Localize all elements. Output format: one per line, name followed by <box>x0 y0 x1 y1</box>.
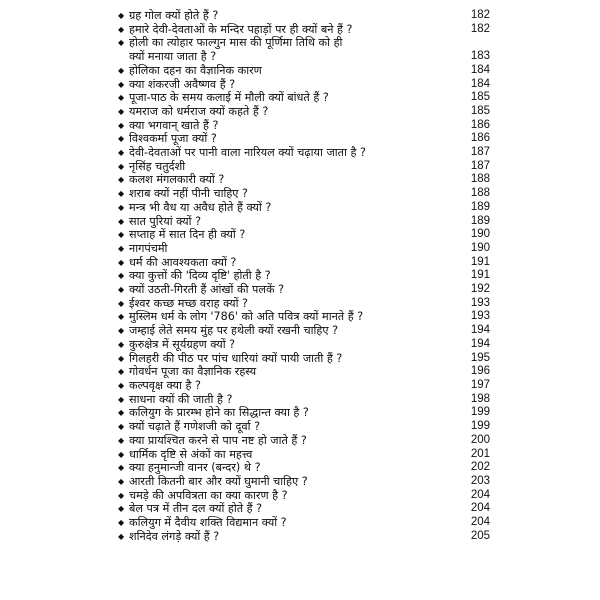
toc-entry <box>118 146 490 160</box>
toc-entry-page-number: 182 <box>470 22 490 35</box>
diamond-bullet-icon: ◆ <box>118 476 125 486</box>
diamond-bullet-icon: ◆ <box>118 175 125 185</box>
diamond-bullet-icon: ◆ <box>118 24 125 34</box>
toc-entry-title: कलियुग में दैवीय शक्ति विद्यमान क्यों ? <box>129 516 287 530</box>
diamond-bullet-icon: ◆ <box>118 106 125 116</box>
toc-entry-page-number: 202 <box>470 461 490 474</box>
toc-entry <box>118 502 490 516</box>
toc-entry-page-number: 182 <box>470 9 490 21</box>
toc-entry <box>118 461 490 475</box>
diamond-bullet-icon: ◆ <box>118 271 125 281</box>
toc-entry <box>118 338 490 352</box>
diamond-bullet-icon: ◆ <box>118 380 125 390</box>
diamond-bullet-icon: ◆ <box>118 298 125 308</box>
toc-entry-page-number: 199 <box>470 406 490 419</box>
toc-entry-title: यमराज को धर्मराज क्यों कहते हैं ? <box>129 104 269 118</box>
toc-entry <box>118 434 490 448</box>
toc-entry-page-number: 200 <box>470 433 490 446</box>
toc-entry-title: होलिका दहन का वैज्ञानिक कारण <box>129 63 262 77</box>
toc-entry-title: ईश्वर कच्छ मच्छ वराह क्यों ? <box>129 296 248 310</box>
toc-entry <box>118 201 490 215</box>
toc-entry-page-number: 193 <box>470 296 490 309</box>
toc-entry <box>118 420 490 434</box>
toc-entry-page-number: 192 <box>470 283 490 296</box>
toc-entry-page-number: 186 <box>470 118 490 131</box>
toc-entry-page-number: 187 <box>470 159 490 172</box>
toc-entry-page-number: 194 <box>470 324 490 337</box>
toc-entry-title: क्यों उठती-गिरती हैं आंखों की पलकें ? <box>129 283 285 297</box>
diamond-bullet-icon: ◆ <box>118 11 125 20</box>
toc-entry <box>118 448 490 462</box>
toc-entry-page-number: 191 <box>470 269 490 282</box>
toc-entry-page-number: 197 <box>470 378 490 391</box>
toc-entry <box>118 475 490 489</box>
toc-entry-page-number: 196 <box>470 365 490 378</box>
toc-entry-title: मुस्लिम धर्म के लोग '786' को अति पवित्र क्यों मानते हैं ? <box>129 310 364 324</box>
toc-entry-title: मन्त्र भी वैध या अवैध होते हैं क्यों ? <box>129 200 272 214</box>
toc-entry-title: क्यों चढ़ाते हैं गणेशजी को दूर्वा ? <box>129 420 261 434</box>
diamond-bullet-icon: ◆ <box>118 93 125 103</box>
diamond-bullet-icon: ◆ <box>118 408 125 418</box>
toc-entry <box>118 406 490 420</box>
diamond-bullet-icon: ◆ <box>118 422 125 432</box>
toc-entry-page-number: 193 <box>470 310 490 323</box>
diamond-bullet-icon: ◆ <box>118 339 125 349</box>
toc-entry-title: शराब क्यों नहीं पीनी चाहिए ? <box>129 187 248 201</box>
toc-entry <box>118 324 490 338</box>
toc-entry-page-number: 204 <box>470 502 490 515</box>
toc-entry <box>118 119 490 133</box>
toc-entry-page-number: 198 <box>470 392 490 405</box>
toc-entry-title: विश्वकर्मा पूजा क्यों ? <box>129 132 217 146</box>
diamond-bullet-icon: ◆ <box>118 435 125 445</box>
toc-entry-title: गोवर्धन पूजा का वैज्ञानिक रहस्य <box>129 365 257 379</box>
toc-entry-title: शनिदेव लंगड़े क्यों हैं ? <box>129 529 220 543</box>
toc-entry <box>118 310 490 324</box>
diamond-bullet-icon: ◆ <box>118 504 125 514</box>
toc-entry-title: क्या हनुमान्जी वानर (बन्दर) थे ? <box>129 461 261 475</box>
toc-entry-page-number: 188 <box>470 187 490 200</box>
diamond-bullet-icon: ◆ <box>118 65 125 75</box>
toc-entry-page-number: 190 <box>470 228 490 241</box>
diamond-bullet-icon: ◆ <box>118 449 125 459</box>
toc-entry <box>118 105 490 119</box>
diamond-bullet-icon: ◆ <box>118 161 125 171</box>
toc-entry <box>118 283 490 297</box>
toc-entry <box>118 173 490 187</box>
toc-entry <box>118 530 490 544</box>
toc-entry-page-number: 189 <box>470 200 490 213</box>
toc-entry <box>118 256 490 270</box>
diamond-bullet-icon: ◆ <box>118 285 125 295</box>
toc-entry-title: कलियुग के प्रारम्भ होने का सिद्धान्त क्या है ? <box>129 406 309 420</box>
toc-entry-page-number: 191 <box>470 255 490 268</box>
toc-entry <box>118 36 490 63</box>
toc-entry <box>118 352 490 366</box>
toc-entry-title: नृसिंह चतुर्दशी <box>129 159 186 173</box>
toc-entry <box>118 379 490 393</box>
diamond-bullet-icon: ◆ <box>118 148 125 158</box>
toc-entry-title: देवी-देवताओं पर पानी वाला नारियल क्यों चढ़ाया जाता है ? <box>129 146 366 160</box>
toc-entry-page-number: 187 <box>470 146 490 159</box>
toc-entry-title: बेल पत्र में तीन दल क्यों होते हैं ? <box>129 502 263 516</box>
toc-entry-title: क्या शंकरजी अवैष्णव हैं ? <box>129 77 236 91</box>
diamond-bullet-icon: ◆ <box>118 202 125 212</box>
diamond-bullet-icon: ◆ <box>118 38 125 48</box>
toc-entry-page-number: 195 <box>470 351 490 364</box>
toc-entry-page-number: 184 <box>470 63 490 76</box>
diamond-bullet-icon: ◆ <box>118 463 125 473</box>
toc-entry-page-number: 189 <box>470 214 490 227</box>
toc-entry-title: क्या कुत्तों की 'दिव्य दृष्टि' होती है ? <box>129 269 271 283</box>
toc-entry-title: गिलहरी की पीठ पर पांच धारियां क्यों पायी जाती हैं ? <box>129 351 343 365</box>
diamond-bullet-icon: ◆ <box>118 189 125 199</box>
toc-entry-title: क्या प्रायश्चित करने से पाप नष्ट हो जाते हैं ? <box>129 433 307 447</box>
toc-entry-title: पूजा-पाठ के समय कलाई में मौली क्यों बांधते हैं ? <box>129 91 329 105</box>
toc-entry-page-number: 205 <box>470 529 490 542</box>
toc-entry <box>118 365 490 379</box>
toc-entry-page-number: 184 <box>470 77 490 90</box>
diamond-bullet-icon: ◆ <box>118 531 125 541</box>
toc-entry-page-number: 194 <box>470 337 490 350</box>
toc-entry-page-number: 201 <box>470 447 490 460</box>
table-of-contents <box>118 9 490 543</box>
toc-entry <box>118 393 490 407</box>
toc-entry-title: कुरुक्षेत्र में सूर्यग्रहण क्यों ? <box>129 337 236 351</box>
diamond-bullet-icon: ◆ <box>118 518 125 528</box>
diamond-bullet-icon: ◆ <box>118 257 125 267</box>
toc-entry-title: सप्ताह में सात दिन ही क्यों ? <box>129 228 246 242</box>
diamond-bullet-icon: ◆ <box>118 120 125 130</box>
toc-entry <box>118 160 490 174</box>
diamond-bullet-icon: ◆ <box>118 243 125 253</box>
toc-entry-page-number: 183 <box>470 50 490 63</box>
toc-entry-title: जम्हाई लेते समय मुंह पर हथेली क्यों रखनी चाहिए ? <box>129 324 339 338</box>
toc-entry <box>118 489 490 503</box>
diamond-bullet-icon: ◆ <box>118 490 125 500</box>
toc-entry-page-number: 204 <box>470 488 490 501</box>
diamond-bullet-icon: ◆ <box>118 353 125 363</box>
toc-entry <box>118 242 490 256</box>
toc-entry-title: कल्पवृक्ष क्या है ? <box>129 378 201 392</box>
toc-entry <box>118 23 490 37</box>
toc-entry-page-number: 186 <box>470 132 490 145</box>
toc-entry-page-number: 199 <box>470 420 490 433</box>
toc-entry <box>118 9 490 23</box>
toc-entry-title: कलश मंगलकारी क्यों ? <box>129 173 225 187</box>
toc-entry <box>118 215 490 229</box>
toc-entry-title: धार्मिक दृष्टि से अंकों का महत्त्व <box>129 447 253 461</box>
toc-entry-title: ग्रह गोल क्यों होते हैं ? <box>129 9 219 22</box>
toc-entry-page-number: 185 <box>470 91 490 104</box>
toc-entry <box>118 132 490 146</box>
toc-entry <box>118 91 490 105</box>
toc-entry-title: साधना क्यों की जाती है ? <box>129 392 233 406</box>
toc-entry-title: क्या भगवान् खाते हैं ? <box>129 118 219 132</box>
toc-entry-page-number: 203 <box>470 474 490 487</box>
diamond-bullet-icon: ◆ <box>118 134 125 144</box>
toc-entry <box>118 297 490 311</box>
toc-entry <box>118 228 490 242</box>
toc-entry-page-number: 190 <box>470 241 490 254</box>
toc-entry-title: सात पुरियां क्यों ? <box>129 214 202 228</box>
toc-entry <box>118 516 490 530</box>
toc-entry <box>118 64 490 78</box>
diamond-bullet-icon: ◆ <box>118 367 125 377</box>
toc-entry-title: हमारे देवी-देवताओं के मन्दिर पहाड़ों पर ही क्यों बने हैं ? <box>129 22 353 36</box>
toc-entry <box>118 269 490 283</box>
toc-entry-page-number: 188 <box>470 173 490 186</box>
toc-entry <box>118 78 490 92</box>
toc-entry-page-number: 185 <box>470 104 490 117</box>
toc-entry-page-number: 204 <box>470 516 490 529</box>
diamond-bullet-icon: ◆ <box>118 216 125 226</box>
diamond-bullet-icon: ◆ <box>118 394 125 404</box>
toc-entry <box>118 187 490 201</box>
diamond-bullet-icon: ◆ <box>118 326 125 336</box>
diamond-bullet-icon: ◆ <box>118 230 125 240</box>
toc-entry-title: नागपंचमी <box>129 241 168 255</box>
toc-entry-title: आरती कितनी बार और क्यों घुमानी चाहिए ? <box>129 474 308 488</box>
toc-entry-title: होली का त्योहार फाल्गुन मास की पूर्णिमा तिथि को ही क्यों मनाया जाता है ? <box>129 36 343 64</box>
toc-entry-title: धर्म की आवश्यकता क्यों ? <box>129 255 237 269</box>
diamond-bullet-icon: ◆ <box>118 79 125 89</box>
toc-entry-title: चमड़े की अपवित्रता का क्या कारण है ? <box>129 488 288 502</box>
diamond-bullet-icon: ◆ <box>118 312 125 322</box>
